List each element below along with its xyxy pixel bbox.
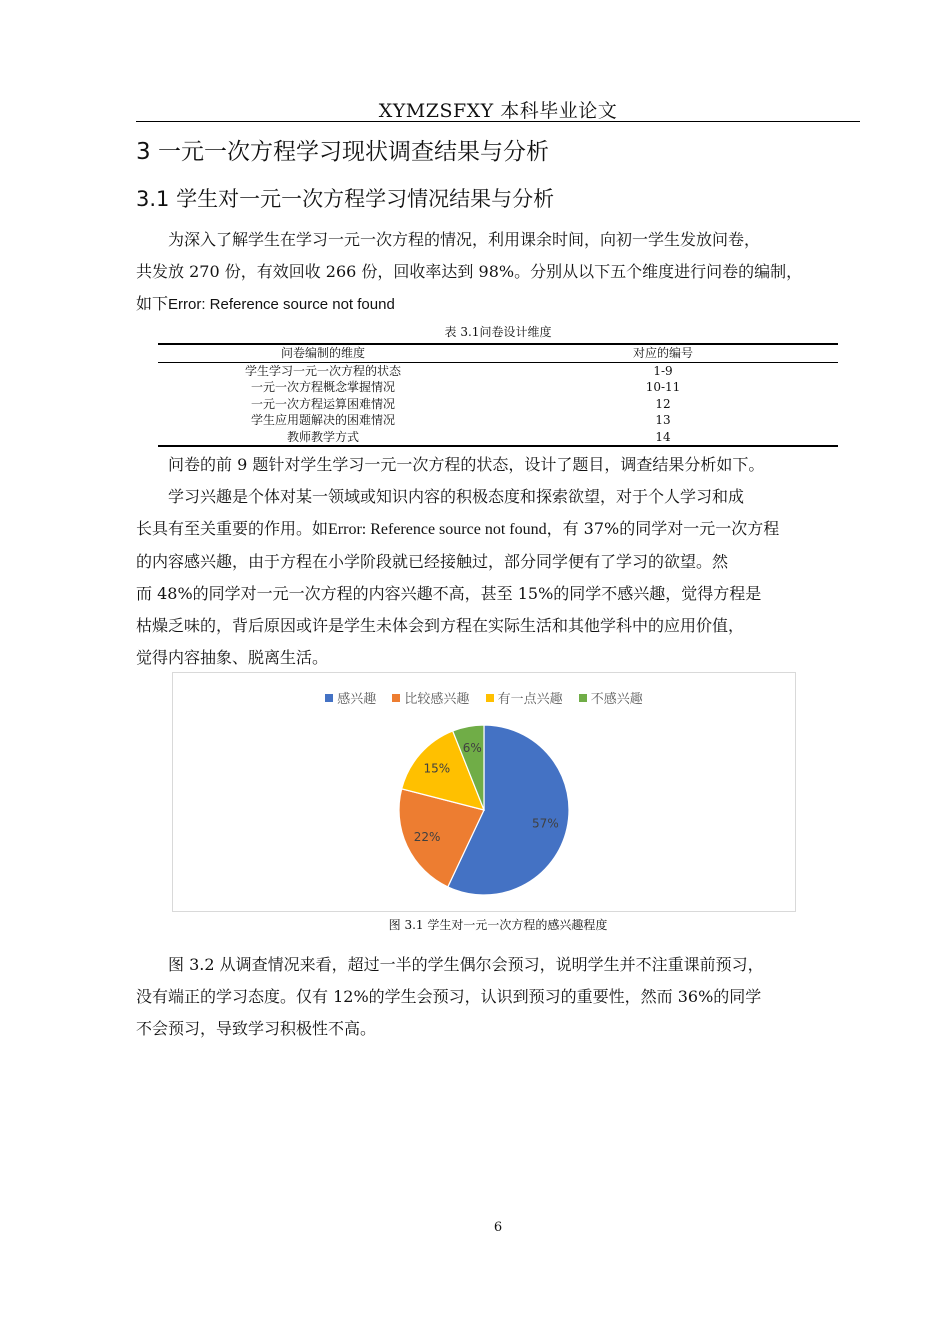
interest-line-2-prefix: 长具有至关重要的作用。如 [136,519,329,538]
analysis-paragraph [136,449,864,674]
legend-label: 有一点兴趣 [497,692,563,707]
intro-line-2: 共发放 270 份，有效回收 266 份，回收率达到 98%。分别从以下五个维度进行问卷的编制， [136,262,803,281]
table-row [158,379,838,396]
intro-line-3-prefix: 如下 [136,294,169,313]
interest-line-6: 觉得内容抽象、脱离生活。 [136,648,329,667]
table-header-number: 对应的编号 [632,346,693,361]
table-caption: 表 3.1问卷设计维度 [444,325,552,339]
survey-dimension-table [158,343,838,447]
figure-caption: 图 3.1 学生对一元一次方程的感兴趣程度 [388,918,608,932]
preview-line-2: 没有端正的学习态度。仅有 12%的学生会预习，认识到预习的重要性，然而 36%的同学 [136,987,762,1006]
interest-line-5: 枯燥乏味的，背后原因或许是学生未体会到方程在实际生活和其他学科中的应用价值， [136,616,745,635]
legend-label: 不感兴趣 [590,692,643,707]
preview-line-3: 不会预习，导致学习积极性不高。 [136,1019,377,1038]
header-rule [136,121,860,122]
table-cell-dimension: 一元一次方程运算困难情况 [250,396,395,411]
page-number: 6 [493,1220,503,1235]
table-header-row [158,344,838,362]
interest-line-2-suffix: ，有 37%的同学对一元一次方程 [546,519,780,538]
intro-paragraph [136,224,864,321]
interest-line-4: 而 48%的同学对一元一次方程的内容兴趣不高，甚至 15%的同学不感兴趣，觉得方程是 [136,584,762,603]
pie-data-label: 22% [413,829,441,844]
table-cell-number: 10-11 [645,380,681,395]
table-row [158,396,838,413]
interest-pie-chart [172,672,796,912]
subsection-heading: 3.1 学生对一元一次方程学习情况结果与分析 [136,187,555,211]
table-row [158,362,838,379]
preview-line-1: 图 3.2 从调查情况来看，超过一半的学生偶尔会预习，说明学生并不注重课前预习， [168,955,764,974]
table-cell-number: 1-9 [653,363,673,378]
table-cell-dimension: 学生应用题解决的困难情况 [250,413,395,428]
table-cell-dimension: 教师教学方式 [286,429,359,444]
running-header: XYMZSFXY 本科毕业论文 [378,100,618,122]
table-cell-dimension: 一元一次方程概念掌握情况 [250,380,395,395]
survey-intro-line: 问卷的前 9 题针对学生学习一元一次方程的状态，设计了题目，调查结果分析如下。 [168,455,765,474]
section-heading: 3 一元一次方程学习现状调查结果与分析 [136,139,549,165]
pie-data-label: 15% [423,761,451,776]
legend-label: 比较感兴趣 [404,692,470,707]
preview-paragraph [136,949,864,1045]
interest-line-1: 学习兴趣是个体对某一领域或知识内容的积极态度和探索欲望，对于个人学习和成 [168,487,745,506]
interest-line-3: 的内容感兴趣，由于方程在小学阶段就已经接触过，部分同学便有了学习的欲望。然 [136,552,729,571]
intro-line-3 [136,288,864,321]
table-row [158,412,838,429]
legend-label: 感兴趣 [337,692,377,707]
pie-data-label: 6% [462,741,482,756]
intro-line-1: 为深入了解学生在学习一元一次方程的情况，利用课余时间，向初一学生发放问卷， [168,230,761,249]
table-cell-number: 12 [655,396,671,411]
table-cell-number: 14 [655,429,671,444]
interest-line-2 [136,513,864,546]
reference-error: Error: Reference source not found [168,296,395,313]
reference-error-2: Error: Reference source not found [328,521,547,538]
table-row [158,429,838,447]
table-header-dimension: 问卷编制的维度 [280,346,365,361]
table-cell-dimension: 学生学习一元一次方程的状态 [244,363,401,378]
table-cell-number: 13 [655,413,671,428]
pie-data-label: 57% [532,816,559,831]
